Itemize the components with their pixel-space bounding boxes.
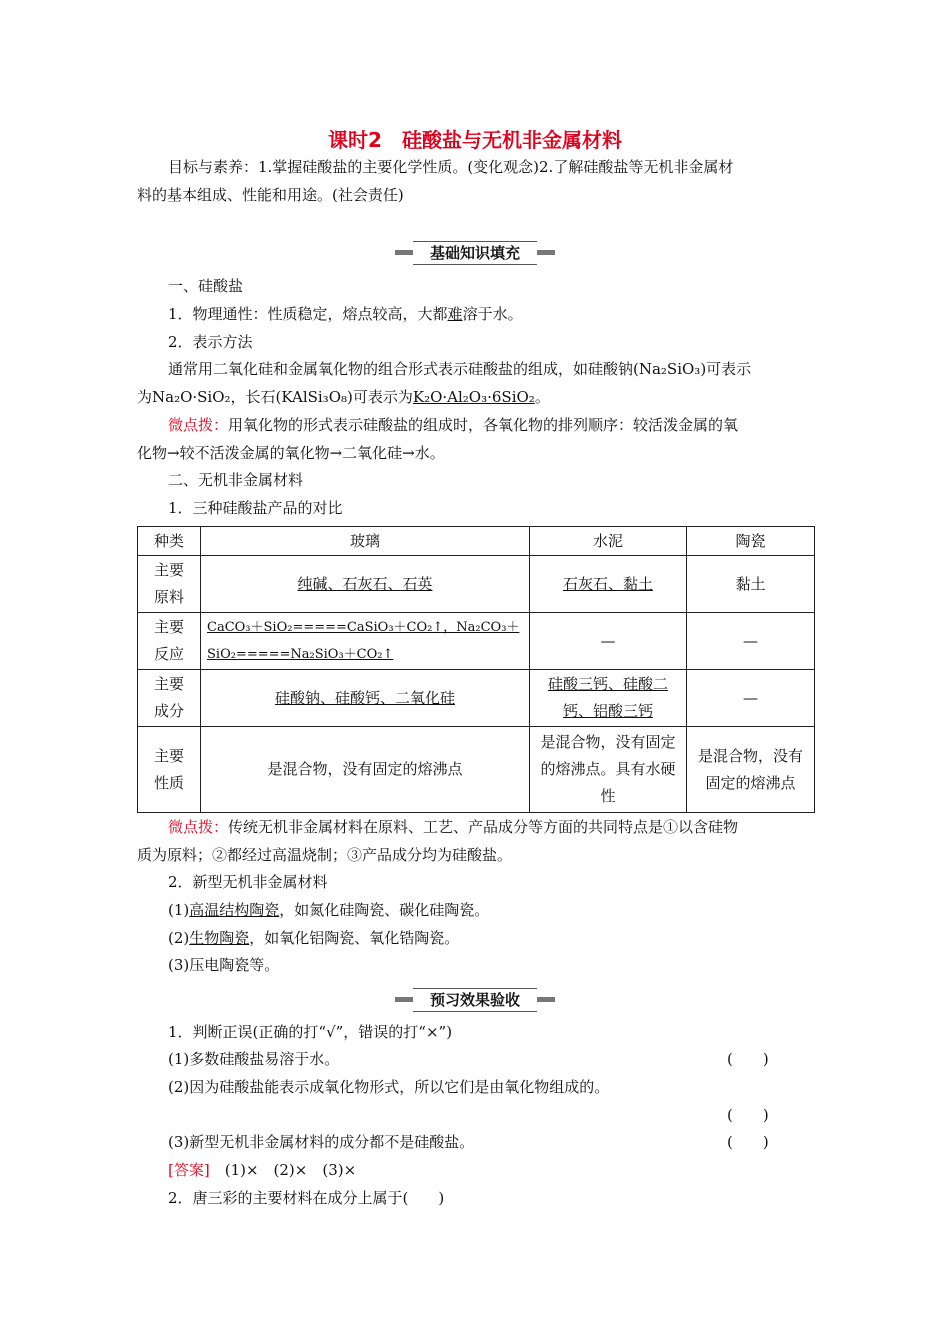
section-heading-silicate: 一、硅酸盐 xyxy=(168,277,244,295)
row-label: 主要成分 xyxy=(138,670,201,727)
notation-para-2 xyxy=(137,387,550,407)
new-material-1 xyxy=(168,900,489,920)
answer-blank: ( ) xyxy=(727,1050,769,1068)
tip-label: 微点拨： xyxy=(168,416,229,434)
cell: 是混合物，没有固定的熔沸点 xyxy=(201,727,530,813)
tip-2-cont: 质为原料；②都经过高温烧制；③产品成分均为硅酸盐。 xyxy=(137,846,513,864)
text: (1) xyxy=(168,901,190,919)
notation-para-1: 通常用二氧化硅和金属氧化物的组合形式表示硅酸盐的组成，如硅酸钠(Na₂SiO₃)可表示 xyxy=(168,360,752,378)
blank-answer: 生物陶瓷 xyxy=(189,929,250,947)
cell: 黏土 xyxy=(687,556,815,613)
header-glass: 玻璃 xyxy=(201,527,530,556)
blank-answer: SiO₂=====Na₂SiO₃＋CO₂↑ xyxy=(207,647,394,662)
question-1-1: (1)多数硅酸盐易溶于水。 xyxy=(168,1050,340,1068)
text: ，如氮化硅陶瓷、碳化硅陶瓷。 xyxy=(279,901,490,919)
cell xyxy=(201,670,530,727)
tip-label: 微点拨： xyxy=(168,818,229,836)
tip-2 xyxy=(168,817,738,837)
answer-blank: ( ) xyxy=(727,1106,769,1124)
new-material-3: (3)压电陶瓷等。 xyxy=(168,956,280,974)
blank-answer: 纯碱、石灰石、石英 xyxy=(297,574,433,593)
physical-property xyxy=(168,304,523,324)
blank-answer: 石灰石、黏土 xyxy=(562,574,653,593)
section-banner-check xyxy=(395,988,555,1010)
header-cement: 水泥 xyxy=(530,527,687,556)
cell: — xyxy=(687,613,815,670)
tip-1-cont: 化物→较不活泼金属的氧化物→二氧化硅→水。 xyxy=(137,444,445,462)
row-label: 主要性质 xyxy=(138,727,201,813)
question-1-3: (3)新型无机非金属材料的成分都不是硅酸盐。 xyxy=(168,1133,475,1151)
goal-text-2: 料的基本组成、性能和用途。(社会责任) xyxy=(137,186,404,204)
text: 溶于水。 xyxy=(462,305,523,323)
header-ceramic: 陶瓷 xyxy=(687,527,815,556)
cell xyxy=(201,556,530,613)
subheading-comparison: 1．三种硅酸盐产品的对比 xyxy=(168,499,343,517)
cell: 是混合物，没有固定的熔沸点。具有水硬性 xyxy=(530,727,687,813)
question-1: 1．判断正误(正确的打“√”，错误的打“×”) xyxy=(168,1023,453,1041)
blank-answer: K₂O·Al₂O₃·6SiO₂ xyxy=(412,388,535,406)
cell xyxy=(530,670,687,727)
cell: 是混合物，没有固定的熔沸点 xyxy=(687,727,815,813)
text: (2) xyxy=(168,929,190,947)
subheading-notation: 2．表示方法 xyxy=(168,333,253,351)
banner-bar-left xyxy=(395,250,413,255)
text: 1．物理通性：性质稳定，熔点较高，大都 xyxy=(168,305,448,323)
question-2: 2．唐三彩的主要材料在成分上属于( ) xyxy=(168,1189,445,1207)
answer-blank: ( ) xyxy=(727,1133,769,1151)
tip-1 xyxy=(168,415,738,435)
banner-label: 预习效果验收 xyxy=(413,988,537,1012)
text: 传统无机非金属材料在原料、工艺、产品成分等方面的共同特点是①以含硅物 xyxy=(228,818,739,836)
cell xyxy=(530,556,687,613)
blank-answer: 硅酸三钙、硅酸二钙、铝酸三钙 xyxy=(547,675,668,720)
header-category: 种类 xyxy=(138,527,201,556)
cell: — xyxy=(530,613,687,670)
answer-text: (1)× (2)× (3)× xyxy=(209,1161,357,1179)
banner-bar-left xyxy=(395,997,413,1002)
goal-text-1: 目标与素养：1.掌握硅酸盐的主要化学性质。(变化观念)2.了解硅酸盐等无机非金属材 xyxy=(168,158,734,176)
lesson-title: 课时2 硅酸盐与无机非金属材料 xyxy=(328,128,622,152)
banner-bar-right xyxy=(537,250,555,255)
row-label: 主要原料 xyxy=(138,556,201,613)
row-label: 主要反应 xyxy=(138,613,201,670)
answer-label: [答案] xyxy=(168,1161,210,1179)
banner-bar-right xyxy=(537,997,555,1002)
new-material-2 xyxy=(168,928,459,948)
subheading-new-materials: 2．新型无机非金属材料 xyxy=(168,873,328,891)
blank-answer: CaCO₃＋SiO₂=====CaSiO₃＋CO₂↑，Na₂CO₃＋ xyxy=(207,620,520,635)
comparison-table xyxy=(137,526,815,813)
blank-answer: 硅酸钠、硅酸钙、二氧化硅 xyxy=(274,688,455,707)
text: 。 xyxy=(534,388,550,406)
text: 用氧化物的形式表示硅酸盐的组成时，各氧化物的排列顺序：较活泼金属的氧 xyxy=(228,416,739,434)
text: ，如氧化铝陶瓷、氧化锆陶瓷。 xyxy=(249,929,460,947)
cell xyxy=(201,613,530,670)
question-1-2: (2)因为硅酸盐能表示成氧化物形式，所以它们是由氧化物组成的。 xyxy=(168,1078,610,1096)
section-banner-basics xyxy=(395,241,555,263)
text: 为Na₂O·SiO₂，长石(KAlSi₃O₈)可表示为 xyxy=(137,388,413,406)
section-heading-materials: 二、无机非金属材料 xyxy=(168,471,304,489)
answer-line xyxy=(168,1160,356,1180)
blank-answer: 难 xyxy=(447,305,463,323)
blank-answer: 高温结构陶瓷 xyxy=(189,901,280,919)
cell: — xyxy=(687,670,815,727)
banner-label: 基础知识填充 xyxy=(413,241,537,265)
